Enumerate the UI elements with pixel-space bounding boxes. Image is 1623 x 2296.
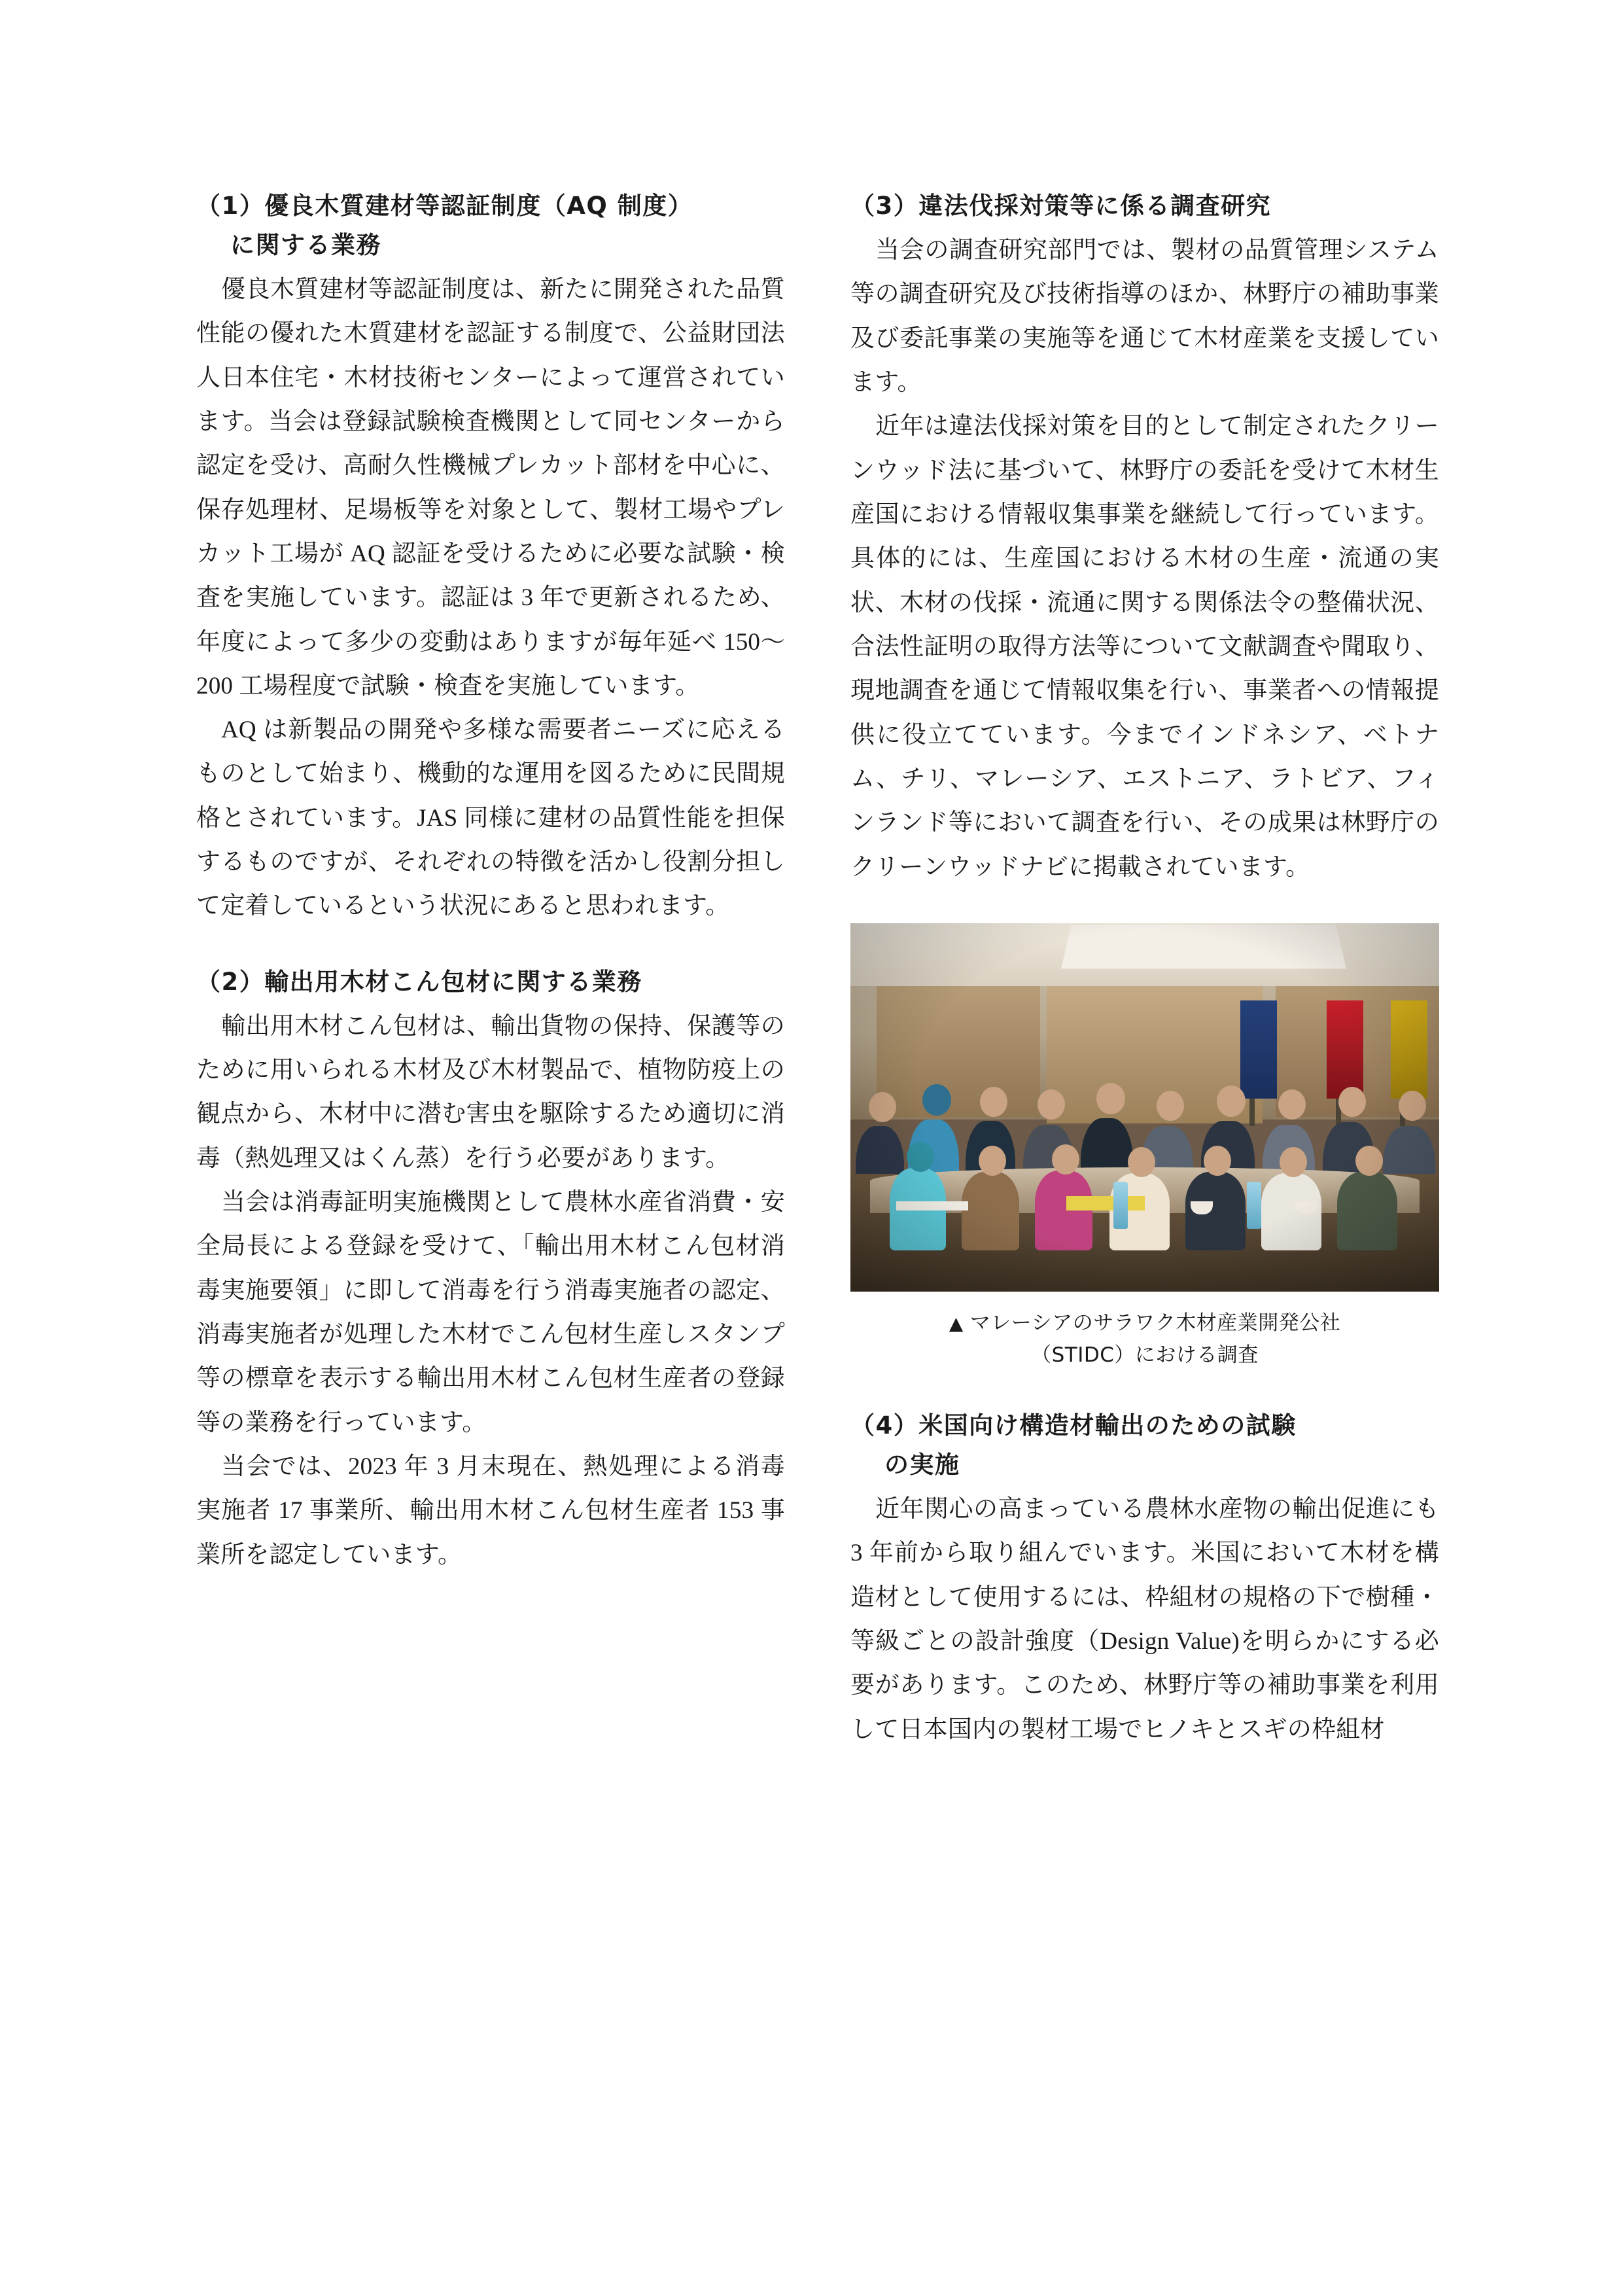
figure-photo <box>850 923 1439 1292</box>
section1-paragraph-1: 優良木質建材等認証制度は、新たに開発された品質性能の優れた木質建材を認証する制度で、公益財団法人日本住宅・木材技術センターによって運営されています。当会は登録試験検査機関として同センターから認定を受け、高耐久性機械プレカット部材を中心に、保存処理材、足場板等を対象として、製材工場やプレカット工場が AQ 認証を受けるために必要な試験・検査を実施しています。認証は 3 年で更新されるため、年度によって多少の変動はありますが毎年延べ 150〜200 工場程度で試験・検査を実施しています。 <box>196 275 785 699</box>
section-heading-us-export-line2: の実施 <box>884 1450 960 1479</box>
section2-paragraph-1: 輸出用木材こん包材は、輸出貨物の保持、保護等のために用いられる木材及び木材製品で、植物防疫上の観点から、木材中に潜む害虫を駆除するため適切に消毒（熱処理又はくん蒸）を行う必要があります。 <box>196 1012 785 1172</box>
spacer <box>196 928 785 963</box>
section-heading-packaging <box>196 963 785 1002</box>
section-heading-aq-line1: （1）優良木質建材等認証制度（AQ 制度） <box>196 192 693 220</box>
section-heading-illegal-logging-line1: （3）違法伐採対策等に係る調査研究 <box>850 192 1272 220</box>
left-column <box>196 186 785 1752</box>
section2-paragraph-2: 当会は消毒証明実施機関として農林水産省消費・安全局長による登録を受けて、「輸出用木材こん包材消毒実施要領」に即して消毒を行う消毒実施者の認定、消毒実施者が処理した木材でこん包材生産しスタンプ等の標章を表示する輸出用木材こん包材生産者の登録等の業務を行っています。 <box>196 1189 785 1436</box>
section-heading-packaging-line1: （2）輸出用木材こん包材に関する業務 <box>196 967 642 996</box>
section-heading-us-export <box>850 1406 1439 1485</box>
page-content <box>196 186 1439 1752</box>
section1-paragraph-2: AQ は新製品の開発や多様な需要者ニーズに応えるものとして始まり、機動的な運用を図るために民間規格とされています。JAS 同様に建材の品質性能を担保するものですが、それぞれの特徴を活かし役割分担して定着しているという状況にあると思われます。 <box>196 716 785 920</box>
section3-paragraph-2: 近年は違法伐採対策を目的として制定されたクリーンウッド法に基づいて、林野庁の委託を受けて木材生産国における情報収集事業を継続して行っています。具体的には、生産国における木材の生産・流通の実状、木材の伐採・流通に関する関係法令の整備状況、合法性証明の取得方法等について文献調査や聞取り、現地調査を通じて情報収集を行い、事業者への情報提供に役立てています。今までインドネシア、ベトナム、チリ、マレーシア、エストニア、ラトビア、フィンランド等において調査を行い、その成果は林野庁のクリーンウッドナビに掲載されています。 <box>850 413 1439 881</box>
section-heading-us-export-line1: （4）米国向け構造材輸出のための試験 <box>850 1411 1297 1440</box>
section-heading-illegal-logging <box>850 186 1439 226</box>
section-heading-aq-line2: に関する業務 <box>230 230 381 259</box>
right-column <box>850 186 1439 1752</box>
section4-paragraph-1: 近年関心の高まっている農林水産物の輸出促進にも 3 年前から取り組んでいます。米国において木材を構造材として使用するには、枠組材の規格の下で樹種・等級ごとの設計強度（Design Value)を明らかにする必要があります。このため、林野庁等の補助事業を利用して日本国内の製材工場でヒノキとスギの枠組材 <box>850 1495 1439 1743</box>
section2-paragraph-3: 当会では、2023 年 3 月末現在、熱処理による消毒実施者 17 事業所、輸出用木材こん包材生産者 153 事業所を認定しています。 <box>196 1453 785 1568</box>
figure-stidc <box>850 923 1439 1372</box>
triangle-marker-icon: ▲ <box>949 1312 964 1334</box>
spacer <box>850 1372 1439 1406</box>
figure-caption <box>850 1307 1439 1372</box>
figure-caption-line2: （STIDC）における調査 <box>1031 1343 1259 1368</box>
section3-paragraph-1: 当会の調査研究部門では、製材の品質管理システム等の調査研究及び技術指導のほか、林野庁の補助事業及び委託事業の実施等を通じて木材産業を支援しています。 <box>850 236 1439 396</box>
photo-vignette <box>850 923 1439 1292</box>
section-heading-aq <box>196 186 785 265</box>
figure-caption-line1: マレーシアのサラワク木材産業開発公社 <box>969 1311 1341 1335</box>
